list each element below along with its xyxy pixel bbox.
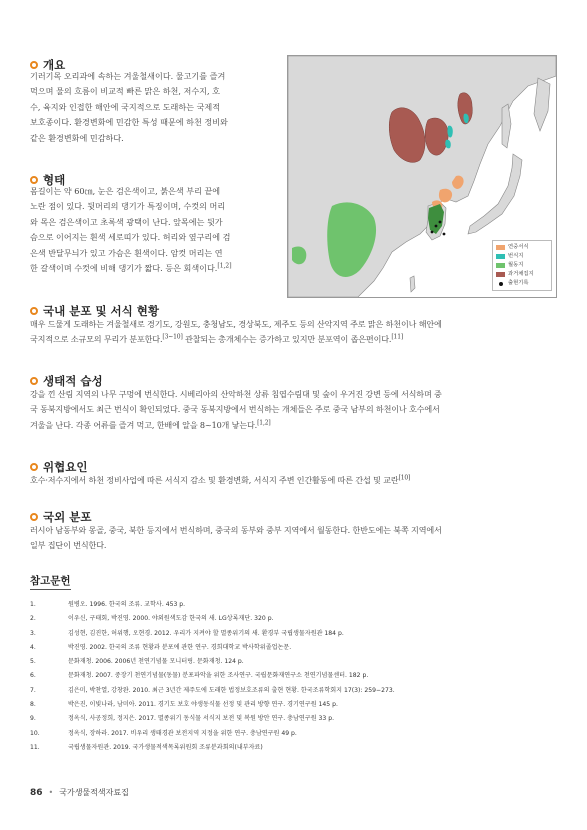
legend-item: 출현기록 <box>496 279 548 288</box>
references-title: 참고문헌 <box>30 573 71 590</box>
heading-overview: 개요 <box>30 57 65 73</box>
range-breeding-1 <box>447 126 452 138</box>
occurrence-dot <box>431 231 434 234</box>
heading-world-distribution: 국외 분포 <box>30 509 91 525</box>
reference-item: 5. 문화재청. 2006. 2006년 천연기념물 모니터링. 문화재청. 124 p. <box>30 658 244 666</box>
section-bullet-icon <box>30 176 38 184</box>
reference-item: 2. 이우신, 구태회, 박진영. 2000. 야외원색도감 한국의 새. LG상록재단. 320 p. <box>30 615 274 623</box>
legend-swatch <box>496 254 505 259</box>
legend-swatch <box>496 245 505 250</box>
heading-threats: 위협요인 <box>30 459 87 475</box>
citation: [1,2] <box>257 419 271 427</box>
occurrence-dot-icon <box>499 282 503 286</box>
map-legend <box>492 240 552 291</box>
section-bullet-icon <box>30 61 38 69</box>
land-sakhalin <box>502 104 511 148</box>
reference-item: 6. 문화재청. 2007. 중장기 천연기념물(동물) 분포파악을 위한 조사연구. 국립문화재연구소 천연기념물센터. 182 p. <box>30 672 369 680</box>
section-bullet-icon <box>30 463 38 471</box>
legend-swatch <box>496 263 505 268</box>
legend-swatch <box>496 272 505 277</box>
reference-item: 9. 정옥식, 사공정희, 정지은. 2017. 멸종위기 동식물 서식지 보전 및 복원 방안 연구. 충남연구원 33 p. <box>30 715 335 723</box>
citation: [3~10] <box>162 333 183 341</box>
legend-item: 번식지 <box>496 252 548 261</box>
range-wintering-central <box>292 246 306 264</box>
reference-item: 8. 박은진, 이빛나라, 남미아. 2011. 경기도 보호 야생동식물 선정 및 관리 방향 연구. 경기연구원 145 p. <box>30 701 338 709</box>
legend-item: 연중서식 <box>496 243 548 252</box>
references-list <box>30 598 550 755</box>
legend-item: 월동지 <box>496 261 548 270</box>
publication-name: 국가생물적색자료집 <box>59 788 129 797</box>
occurrence-dot <box>443 233 446 236</box>
heading-ecology: 생태적 습성 <box>30 373 103 389</box>
reference-item: 11. 국립생물자원관. 2019. 국가생물적색목록위원회 조류분과회의(내부자료) <box>30 743 263 751</box>
legend-item: 과거채집지 <box>496 270 548 279</box>
page-number: 86 <box>30 787 43 798</box>
reference-item: 1. 원병오. 1996. 한국의 조류. 교학사. 453 p. <box>30 601 186 608</box>
reference-item: 3. 김성현, 김진한, 허위행, 오현경. 2012. 우리가 지켜야 할 멸종위기의 새. 환경부 국립생물자원관 184 p. <box>30 629 344 637</box>
section-bullet-icon <box>30 307 38 315</box>
overview-text: 기러기목 오리과에 속하는 겨울철새이다. 물고기를 즐겨 먹으며 물의 흐름이 비교적 빠른 맑은 하천, 저수지, 호 수, 육지와 인접한 해안에 국지적으로 도래하는 국제적 보호종이다. 환경변화에 민감한 특성 때문에 하천 정비와 같은 환경변화에 민감하다. <box>30 71 228 143</box>
world-distribution-text: 러시아 남동부와 몽골, 중국, 북한 등지에서 번식하며, 중국의 동부와 중부 지역에서 월동한다. 한반도에는 북쪽 지역에서 일부 집단이 번식한다. <box>30 525 442 551</box>
section-bullet-icon <box>30 377 38 385</box>
citation: [11] <box>391 333 404 341</box>
citation: [10] <box>398 474 411 482</box>
ecology-text: 강을 낀 산림 지역의 나무 구멍에 번식한다. 시베리아의 산악하천 상류 침엽수림대 및 숲이 우거진 강변 등에 서식하며 중 국 동북지방에서도 최근 번식이 확인되었다. 중국 동북지방에서 번식하는 개체들은 주로 중국 남부의 하천이나 호수에서 겨울을 난다. 각종 어류를 즐겨 먹고, 한배에 알을 8~10개 낳는다.[1,2] <box>30 389 442 430</box>
occurrence-dot <box>439 221 442 224</box>
land-taiwan <box>410 276 415 292</box>
reference-item: 7. 김은미, 박찬열, 강창완. 2010. 최근 3년간 제주도에 도래한 법정보호조류의 출현 현황. 한국조류학회지 17(3): 259−273. <box>30 686 395 694</box>
reference-item: 10. 정옥식, 장하라. 2017. 비우리 생태경관 보전지역 지정을 위한 연구. 충남연구원 49 p. <box>30 729 297 737</box>
footer-bullet: • <box>48 788 54 797</box>
heading-domestic-distribution: 국내 분포 및 서식 현황 <box>30 303 159 319</box>
distribution-map <box>287 55 557 298</box>
domestic-distribution-text: 매우 드물게 도래하는 겨울철새로 경기도, 강원도, 충청남도, 경상북도, 제주도 등의 산악지역 주로 맑은 하천이나 해안에 국지적으로 소규모의 무리가 분포한다.[3~10] 관찰되는 총개체수는 증가하고 있지만 분포역이 좁은편이다.[11] <box>30 319 442 345</box>
reference-item: 4. 박진영. 2002. 한국의 조류 현황과 분포에 관한 연구. 경희대학교 박사학위졸업논문. <box>30 643 292 651</box>
heading-morphology: 형태 <box>30 172 65 188</box>
land-kamchatka <box>534 78 550 131</box>
occurrence-dot <box>435 225 438 228</box>
citation: [1,2] <box>217 262 232 270</box>
page-footer <box>30 787 129 798</box>
morphology-text: 몸길이는 약 60㎝, 눈은 검은색이고, 붉은색 부리 끝에 노란 점이 있다. 뒷머리의 댕기가 특징이며, 수컷의 머리 와 목은 검은색이고 초록색 광택이 난다. 앞목에는 뒷가 슴으로 이어지는 흰색 세로띠가 있다. 허리와 옆구리에 검 은색 반달무늬가 있고 가슴은 흰색이다. 암컷 머리는 연 한 갈색이며 수컷에 비해 댕기가 짧다. 등은 회색이다.[1,2] <box>30 186 232 274</box>
section-bullet-icon <box>30 513 38 521</box>
threats-text: 호수·저수지에서 하천 정비사업에 따른 서식지 감소 및 환경변화, 서식지 주변 인간활동에 따른 간섭 및 교란[10] <box>30 474 411 485</box>
